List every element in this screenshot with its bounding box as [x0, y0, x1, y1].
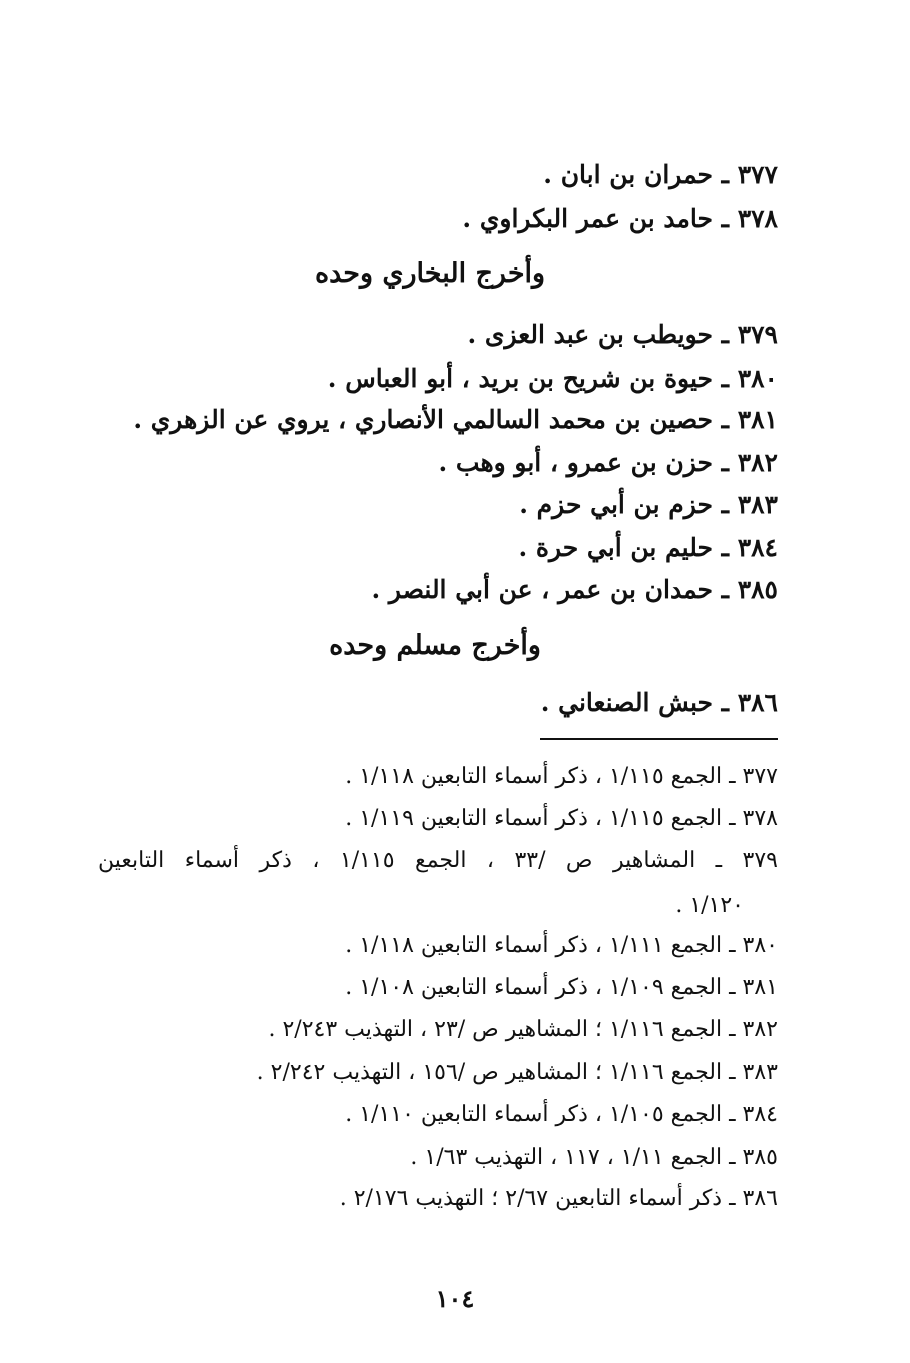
- footnote-378: ٣٧٨ ـ الجمع ١/١١٥ ، ذكر أسماء التابعين ١/١١٩ .: [345, 806, 778, 831]
- entry-380: ٣٨٠ ـ حيوة بن شريح بن بريد ، أبو العباس .: [327, 364, 778, 393]
- footnote-separator: [540, 738, 778, 740]
- footnote-379-line2: ١/١٢٠ .: [675, 893, 744, 918]
- footnote-381: ٣٨١ ـ الجمع ١/١٠٩ ، ذكر أسماء التابعين ١/١٠٨ .: [345, 975, 778, 1000]
- entry-379: ٣٧٩ ـ حويطب بن عبد العزى .: [467, 320, 778, 349]
- entry-383: ٣٨٣ ـ حزم بن أبي حزم .: [519, 490, 778, 519]
- entry-377: ٣٧٧ ـ حمران بن ابان .: [543, 160, 778, 189]
- footnote-380: ٣٨٠ ـ الجمع ١/١١١ ، ذكر أسماء التابعين ١/١١٨ .: [345, 933, 778, 958]
- section-heading-muslim: وأخرج مسلم وحده: [329, 630, 541, 661]
- entry-385: ٣٨٥ ـ حمدان بن عمر ، عن أبي النصر .: [371, 575, 778, 604]
- entry-384: ٣٨٤ ـ حليم بن أبي حرة .: [518, 533, 778, 562]
- footnote-383: ٣٨٣ ـ الجمع ١/١١٦ ؛ المشاهير ص /١٥٦ ، التهذيب ٢/٢٤٢ .: [256, 1060, 778, 1085]
- page-number: ١٠٤: [435, 1284, 475, 1313]
- footnote-379-line1: ٣٧٩ ـ المشاهير ص /٣٣ ، الجمع ١/١١٥ ، ذكر أسماء التابعين: [98, 848, 778, 873]
- footnote-385: ٣٨٥ ـ الجمع ١/١١ ، ١١٧ ، التهذيب ١/٦٣ .: [410, 1145, 778, 1170]
- footnote-377: ٣٧٧ ـ الجمع ١/١١٥ ، ذكر أسماء التابعين ١/١١٨ .: [345, 764, 778, 789]
- entry-386: ٣٨٦ ـ حبش الصنعاني .: [540, 688, 778, 717]
- entry-382: ٣٨٢ ـ حزن بن عمرو ، أبو وهب .: [438, 448, 778, 477]
- footnote-386: ٣٨٦ ـ ذكر أسماء التابعين ٢/٦٧ ؛ التهذيب ٢/١٧٦ .: [339, 1186, 778, 1211]
- entry-381: ٣٨١ ـ حصين بن محمد السالمي الأنصاري ، يروي عن الزهري .: [133, 405, 778, 434]
- entry-378: ٣٧٨ ـ حامد بن عمر البكراوي .: [462, 204, 778, 233]
- footnote-384: ٣٨٤ ـ الجمع ١/١٠٥ ، ذكر أسماء التابعين ١/١١٠ .: [345, 1102, 778, 1127]
- footnote-382: ٣٨٢ ـ الجمع ١/١١٦ ؛ المشاهير ص /٢٣ ، التهذيب ٢/٢٤٣ .: [268, 1017, 778, 1042]
- section-heading-bukhari: وأخرج البخاري وحده: [314, 258, 546, 289]
